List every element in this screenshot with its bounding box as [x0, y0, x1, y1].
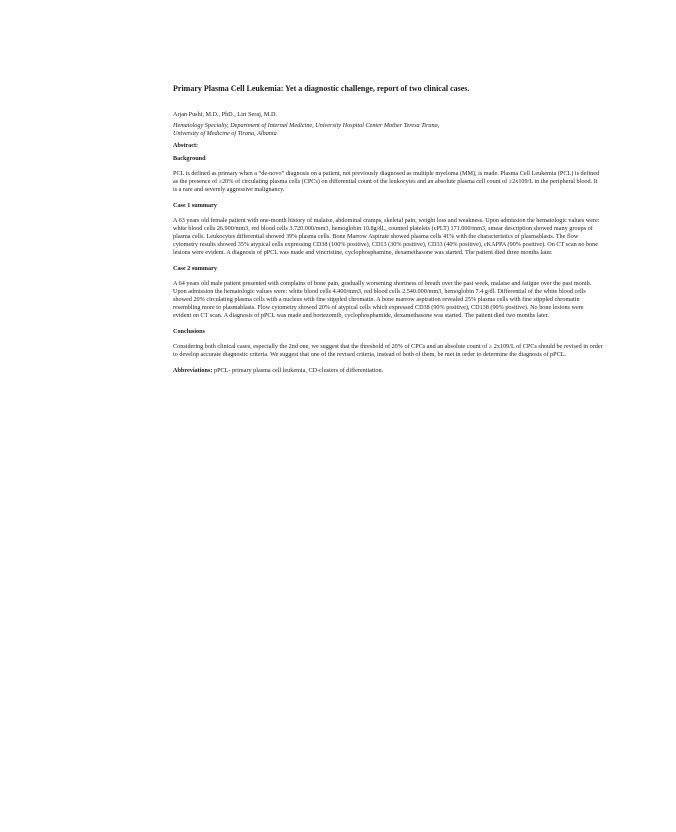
- abstract-heading: Abstract:: [173, 142, 199, 149]
- abbreviations-text: pPCL- primary plasma cell leukemia, CD-clusters of differentiation.: [212, 367, 384, 374]
- abstract-page: [173, 84, 603, 375]
- conclusions-text: Considering both clinical cases, especially the 2nd one, we suggest that the threshold of 20% of CPCs and an absolute count of ≥ 2x109/L of CPCs should be revised in order to develop accurate diagnostic criteria. We suggest that one of the revised criteria, instead of both of them, be met in order to determine the diagnosis of pPCL.: [173, 343, 603, 358]
- affiliation: [173, 122, 603, 138]
- case2-text: A 64 years old male patient presented with complains of bone pain, gradually worsening shortness of breath over the past week, malaise and fatigue over the past month. Upon admission the hematologic values were: white blood cells 4.400/mm3, red blood cells 2.540.000/mm3, hemoglobin 7.4 g/dl. Differential of the white blood cells showed 20% circulating plasma cells with a nucleus with fine stippled chromatin. A bone marrow aspiration revealed 25% plasma cells with fine stippled chromatin resembling more to plasmablasts. Flow cytometry showed 20% of atypical cells which expressed CD38 (90% positive), CD138 (90% positive). No bone lesions were evident on CT scan. A diagnosis of pPCL was made and bortezomib, cyclophosphamide, dexamethasone was started. The patient died two months later.: [173, 280, 592, 319]
- case2-heading: Case 2 summary: [173, 265, 217, 272]
- abbreviations: [173, 367, 603, 375]
- affiliation-line-2: University of Medicine of Tirana, Albania: [173, 130, 277, 137]
- background-heading: Background: [173, 155, 206, 162]
- paper-title: Primary Plasma Cell Leukemia: Yet a diagnostic challenge, report of two clinical cases.: [173, 84, 470, 93]
- affiliation-line-1: Hematology Specialty, Department of Internal Medicine, University Hospital Center Mother Teresa Tirana,: [173, 122, 440, 129]
- abbreviations-label: Abbreviations:: [173, 367, 213, 374]
- background-text: PCL is defined as primary when a “de-novo” diagnosis on a patient, not previously diagnosed as multiple myeloma (MM), is made. Plasma Cell Leukemia (PCL) is defined as the presence of ≥20% of circulating plasma cells (CPCs) on differential count of the leukocytes and an absolute plasma cell count of ≥2x109/L in the peripheral blood. It is a rare and severely aggressive malignancy.: [173, 170, 600, 193]
- author-list: Arjan Pushi, M.D., PhD., Liri Seraj, M.D.: [173, 111, 277, 118]
- conclusions-heading: Conclusions: [173, 328, 205, 335]
- case1-text: A 63 years old female patient with one-month history of malaise, abdominal cramps, skeletal pain, weight loss and weakness. Upon admission the hematologic values were: white blood cells 26.900/mm3, red blood cells 3.720.000/mm3, hemoglobin 10.8g/dL, counted platelets (cPLT) 171.000/mm3, smear description showed many groups of plasma cells. Leukocytes differential showed 39% plasma cells. Bone Marrow Aspirate showed plasma cells 41% with the characteristics of plasmablasts. The flow cytometry results showed 35% atypical cells expressing CD38 (100% positive), CD13 (30% positive), CD33 (40% positive), cKAPPA (90% positive). On CT scan no bone lesions were evident. A diagnosis of pPCL was made and vincristine, cyclophosphamine, dexamethasone was started. The patient died three months later.: [173, 217, 600, 256]
- case1-heading: Case 1 summary: [173, 202, 217, 209]
